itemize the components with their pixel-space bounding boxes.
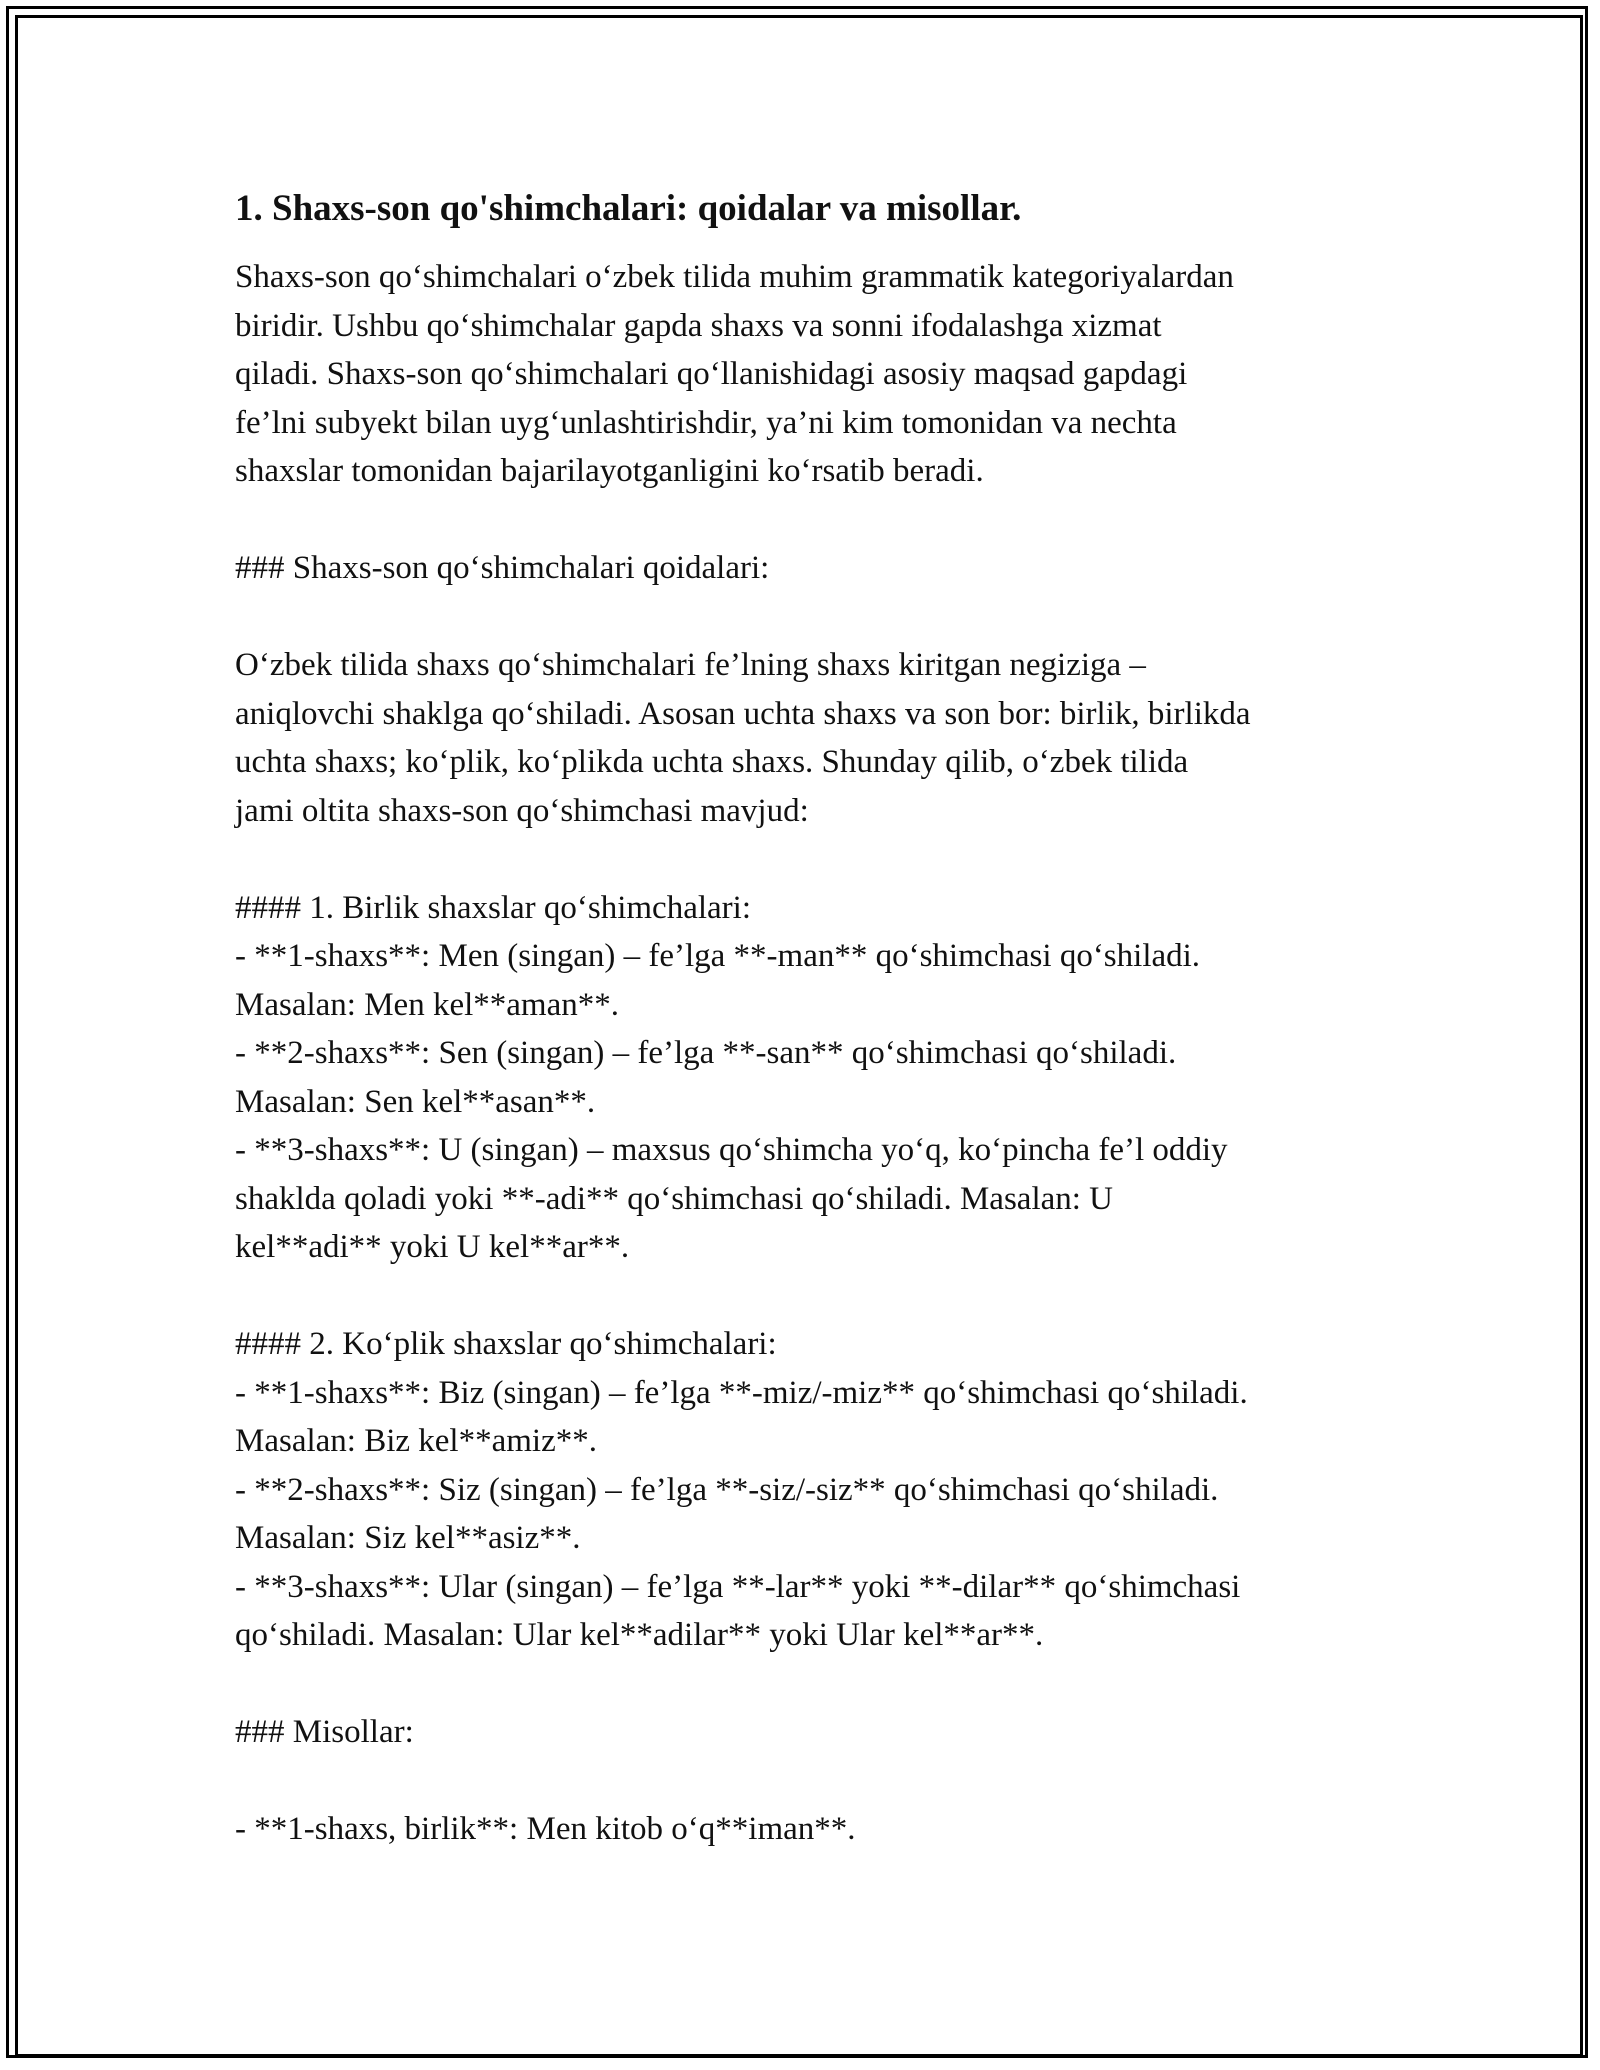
singular-suffixes-section: #### 1. Birlik shaxslar qo‘shimchalari: - **1-shaxs**: Men (singan) – fe’lga **-man** qo‘shimchasi qo‘shiladi. Masalan: Men kel**aman**. - **2-shaxs**: Sen (singan) – fe’lga **-san** qo‘shimchasi qo‘shiladi. Masalan: Sen kel**asan**. - **3-shaxs**: U (singan) – maxsus qo‘shimcha yo‘q, ko‘pincha fe’l oddiy shaklda qoladi yoki **-adi** qo‘shimchasi qo‘shiladi. Masalan: U kel**adi** yoki U kel**ar**. <box>235 889 1228 1265</box>
plural-suffixes-section: #### 2. Ko‘plik shaxslar qo‘shimchalari: - **1-shaxs**: Biz (singan) – fe’lga **-miz/-miz** qo‘shimchasi qo‘shiladi. Masalan: Biz kel**amiz**. - **2-shaxs**: Siz (singan) – fe’lga **-siz/-siz** qo‘shimchasi qo‘shiladi. Masalan: Siz kel**asiz**. - **3-shaxs**: Ular (singan) – fe’lga **-lar** yoki **-dilar** qo‘shimchasi qo‘shiladi. Masalan: Ular kel**adilar** yoki Ular kel**ar**. <box>235 1326 1248 1653</box>
intro-paragraph: Shaxs-son qo‘shimchalari o‘zbek tilida muhim grammatik kategoriyalardan biridir. Ushbu qo‘shimchalar gapda shaxs va sonni ifodalashga xizmat qiladi. Shaxs-son qo‘shimchalari qo‘llanishidagi asosiy maqsad gapdagi fe’lni subyekt bilan uyg‘unlashtirishdir, ya’ni kim tomonidan va nechta shaxslar tomonidan bajarilayotganligini ko‘rsatib beradi. <box>235 259 1234 489</box>
example-item: - **1-shaxs, birlik**: Men kitob o‘q**iman**. <box>235 1811 856 1847</box>
rules-heading: ### Shaxs-son qo‘shimchalari qoidalari: <box>235 550 770 586</box>
rules-paragraph: O‘zbek tilida shaxs qo‘shimchalari fe’lning shaxs kiritgan negiziga – aniqlovchi shaklga qo‘shiladi. Asosan uchta shaxs va son bor: birlik, birlikda uchta shaxs; ko‘plik, ko‘plikda uchta shaxs. Shunday qilib, o‘zbek tilida jami oltita shaxs-son qo‘shimchasi mavjud: <box>235 647 1251 829</box>
examples-heading: ### Misollar: <box>235 1714 414 1750</box>
document-body <box>235 185 1385 1854</box>
document-title: 1. Shaxs-son qo'shimchalari: qoidalar va misollar. <box>235 188 1022 229</box>
